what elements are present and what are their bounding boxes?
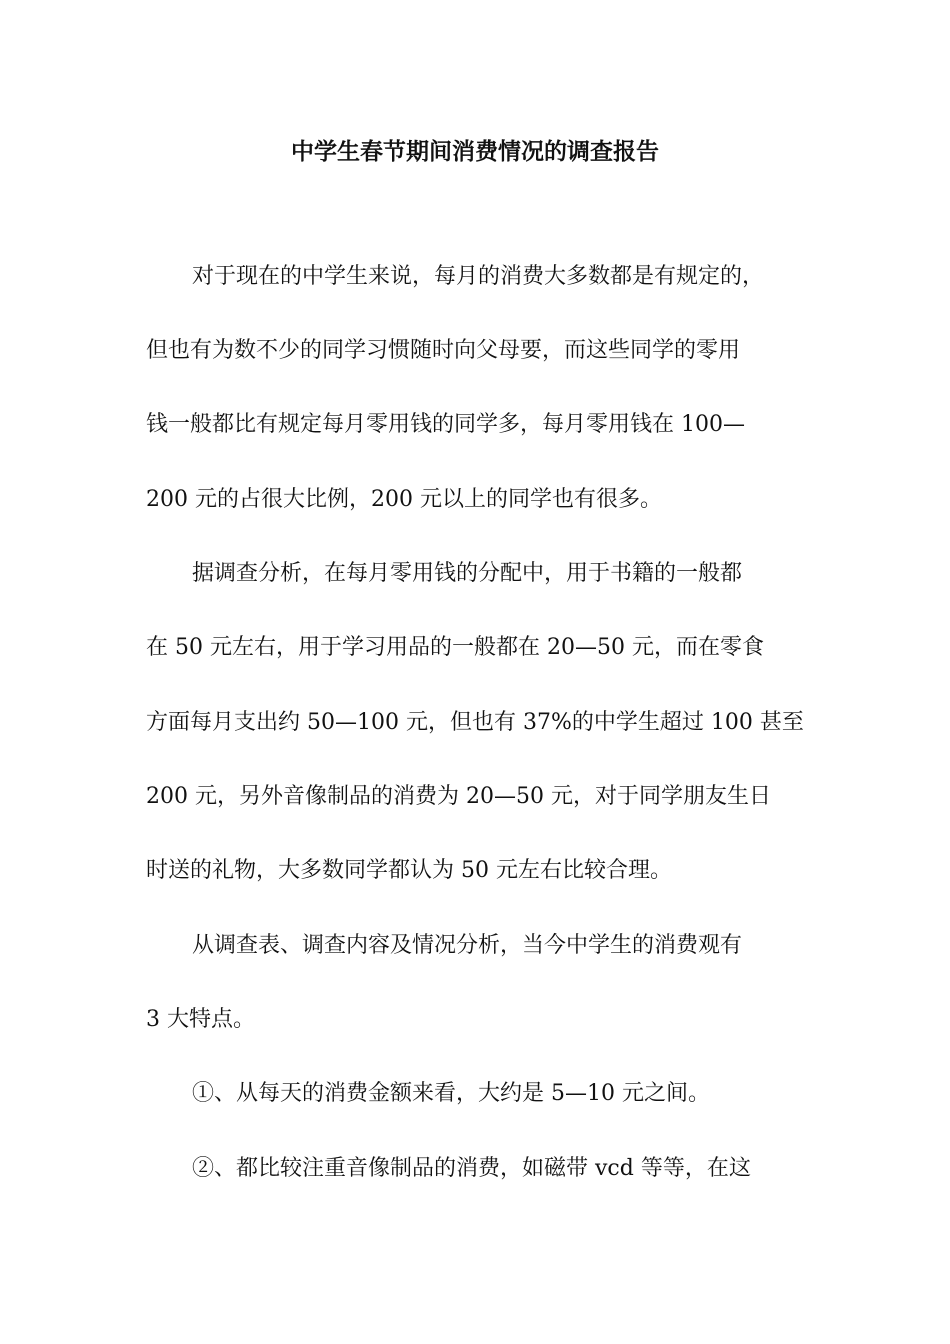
paragraph-line-5: 据调查分析，在每月零用钱的分配中，用于书籍的一般都 [192, 561, 743, 586]
paragraph-line-9: 时送的礼物，大多数同学都认为 50 元左右比较合理。 [146, 858, 672, 883]
list-item-1: ①、从每天的消费金额来看，大约是 5—10 元之间。 [192, 1081, 710, 1106]
paragraph-line-7: 方面每月支出约 50—100 元，但也有 37%的中学生超过 100 甚至 [146, 710, 804, 735]
paragraph-line-2: 但也有为数不少的同学习惯随时向父母要，而这些同学的零用 [146, 338, 741, 363]
paragraph-line-6: 在 50 元左右，用于学习用品的一般都在 20—50 元，而在零食 [146, 635, 764, 660]
paragraph-line-1: 对于现在的中学生来说，每月的消费大多数都是有规定的， [192, 264, 765, 289]
paragraph-line-3: 钱一般都比有规定每月零用钱的同学多，每月零用钱在 100— [146, 412, 745, 437]
list-item-2: ②、都比较注重音像制品的消费，如磁带 vcd 等等，在这 [192, 1156, 751, 1181]
paragraph-line-10: 从调查表、调查内容及情况分析，当今中学生的消费观有 [192, 933, 743, 958]
paragraph-line-4: 200 元的占很大比例，200 元以上的同学也有很多。 [146, 487, 662, 512]
paragraph-line-8: 200 元，另外音像制品的消费为 20—50 元，对于同学朋友生日 [146, 784, 771, 809]
document-title: 中学生春节期间消费情况的调查报告 [291, 138, 659, 165]
paragraph-line-11: 3 大特点。 [146, 1007, 255, 1032]
